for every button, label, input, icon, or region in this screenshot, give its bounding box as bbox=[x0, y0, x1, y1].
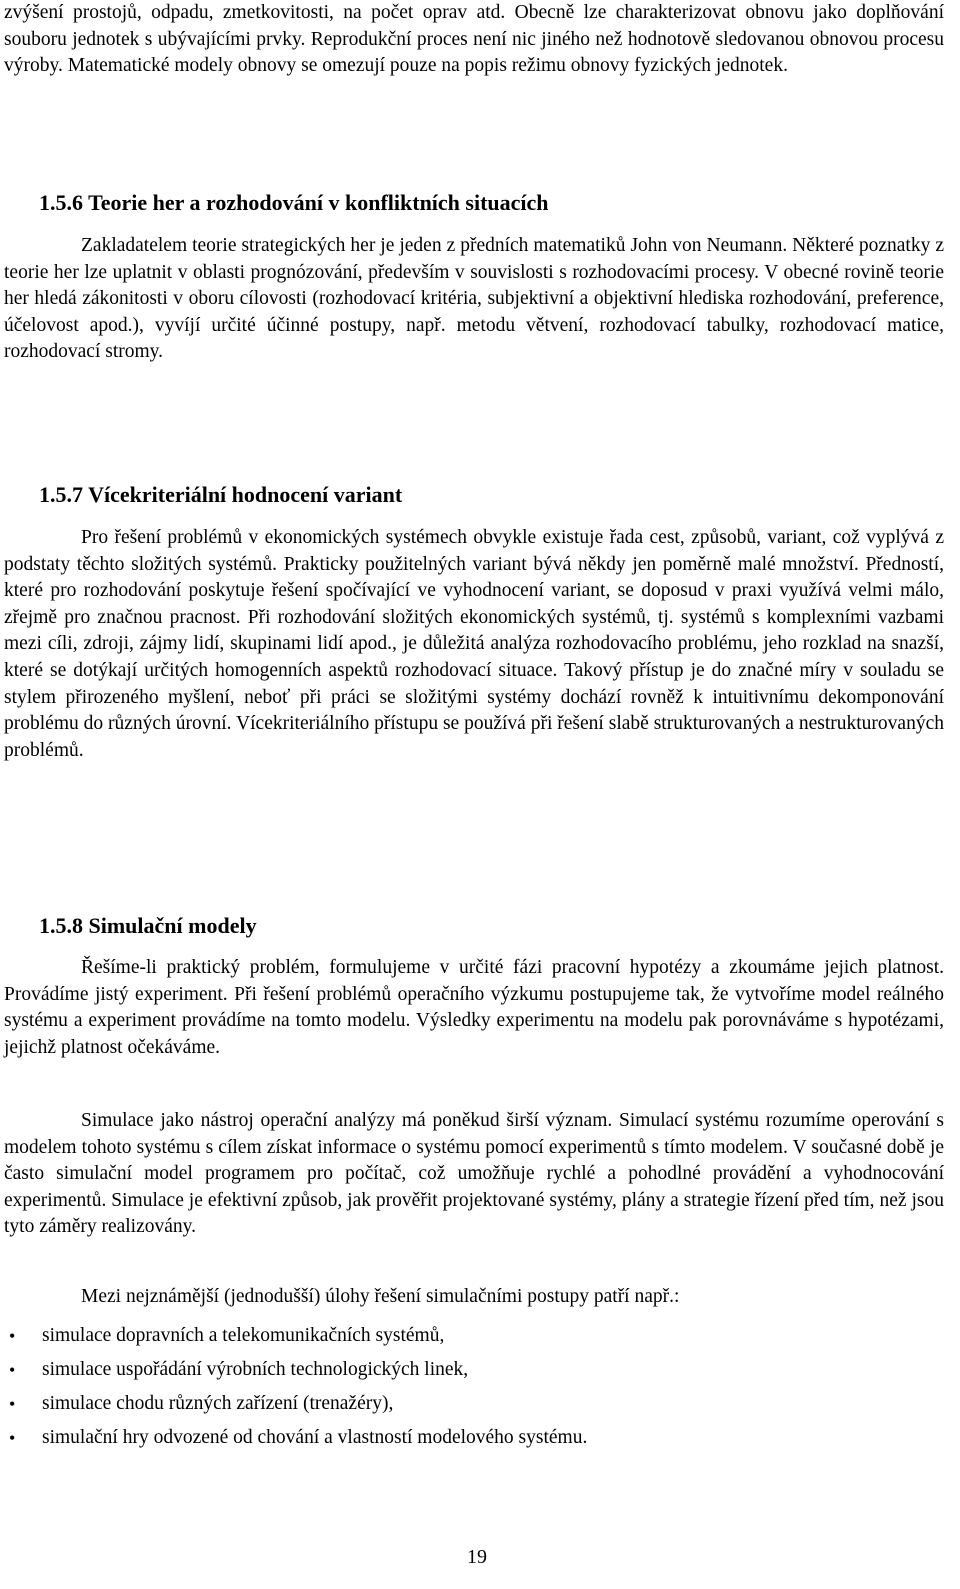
list-item-text: simulace dopravních a telekomunikačních systémů, bbox=[42, 1325, 445, 1346]
page-number: 19 bbox=[467, 1546, 487, 1568]
list-item bbox=[4, 1319, 944, 1353]
section-heading-1-5-8: 1.5.8 Simulační modely bbox=[39, 913, 257, 938]
section-1-5-8-paragraph-3: Mezi nejznámější (jednodušší) úlohy řešení simulačními postupy patří např.: bbox=[81, 1286, 680, 1307]
section-1-5-8-paragraph-2: Simulace jako nástroj operační analýzy má poněkud širší význam. Simulací systému rozumíme operování s modelem tohoto systému s cílem získat informace o systému pomocí experimentů s tímto modelem. V současné době je často simulační model programem pro počítač, což umožňuje rychlé a pohodlné provádění a vyhodnocování experimentů. Simulace je efektivní způsob, jak prověřit projektované systémy, plány a strategie řízení před tím, než jsou tyto záměry realizovány. bbox=[4, 1110, 944, 1238]
list-item-text: simulační hry odvozené od chování a vlastností modelového systému. bbox=[42, 1427, 588, 1448]
section-1-5-8-paragraph-1: Řešíme-li praktický problém, formulujeme v určité fázi pracovní hypotézy a zkoumáme jejich platnost. Provádíme jistý experiment. Při řešení problémů operačního výzkumu postupujeme tak, že vytvoříme model reálného systému a experiment provádíme na tomto modelu. Výsledky experimentu na modelu pak porovnáváme s hypotézami, jejichž platnost očekáváme. bbox=[4, 957, 944, 1058]
section-1-5-6-paragraph: Zakladatelem teorie strategických her je jeden z předních matematiků John von Neumann. Některé poznatky z teorie her lze uplatnit v oblasti prognózování, především v souvislosti s rozhodovacími procesy. V obecné rovině teorie her hledá zákonitosti v oboru cílovosti (rozhodovací kritéria, subjektivní a objektivní hlediska rozhodování, preference, účelovost apod.), vyvíjí určité účinné postupy, např. metodu větvení, rozhodovací tabulky, rozhodovací matice, rozhodovací stromy. bbox=[4, 235, 944, 363]
section-1-5-7-paragraph: Pro řešení problémů v ekonomických systémech obvykle existuje řada cest, způsobů, variant, což vyplývá z podstaty těchto složitých systémů. Prakticky použitelných variant bývá někdy jen poměrně malé množství. Předností, které pro rozhodování poskytuje řešení spočívající ve vyhodnocení variant, se doposud v praxi využívá velmi málo, zřejmě pro značnou pracnost. Při rozhodování složitých ekonomických systémů, tj. systémů s komplexními vazbami mezi cíli, zdroji, zájmy lidí, skupinami lidí apod., je důležitá analýza rozhodovacího problému, jeho rozklad na snazší, které se dotýkají určitých homogenních aspektů rozhodovací situace. Takový přístup je do značné míry v souladu se stylem přirozeného myšlení, neboť při práci se složitými systémy dochází rovněž k intuitivnímu dekomponování problému do různých úrovní. Vícekriteriálního přístupu se používá při řešení slabě strukturovaných a nestrukturovaných problémů. bbox=[4, 527, 944, 761]
bullet-icon: • bbox=[9, 1326, 16, 1346]
bullet-icon: • bbox=[9, 1394, 16, 1414]
section-heading-1-5-7: 1.5.7 Vícekriteriální hodnocení variant bbox=[39, 482, 403, 507]
list-item bbox=[4, 1387, 944, 1421]
intro-paragraph: zvýšení prostojů, odpadu, zmetkovitosti, na počet oprav atd. Obecně lze charakterizovat obnovu jako doplňování souboru jednotek s ubývajícími prvky. Reprodukční proces není nic jiného než hodnotově sledovanou obnovou procesu výroby. Matematické modely obnovy se omezují pouze na popis režimu obnovy fyzických jednotek. bbox=[4, 2, 944, 77]
list-item-text: simulace chodu různých zařízení (trenažéry), bbox=[42, 1393, 394, 1414]
list-item bbox=[4, 1421, 944, 1455]
bullet-icon: • bbox=[9, 1428, 16, 1448]
section-heading-1-5-6: 1.5.6 Teorie her a rozhodování v konfliktních situacích bbox=[39, 190, 549, 215]
list-item-text: simulace uspořádání výrobních technologických linek, bbox=[42, 1359, 469, 1380]
list-item bbox=[4, 1353, 944, 1387]
document-page bbox=[4, 0, 944, 1589]
simulation-tasks-list bbox=[4, 1319, 944, 1455]
bullet-icon: • bbox=[9, 1360, 16, 1380]
